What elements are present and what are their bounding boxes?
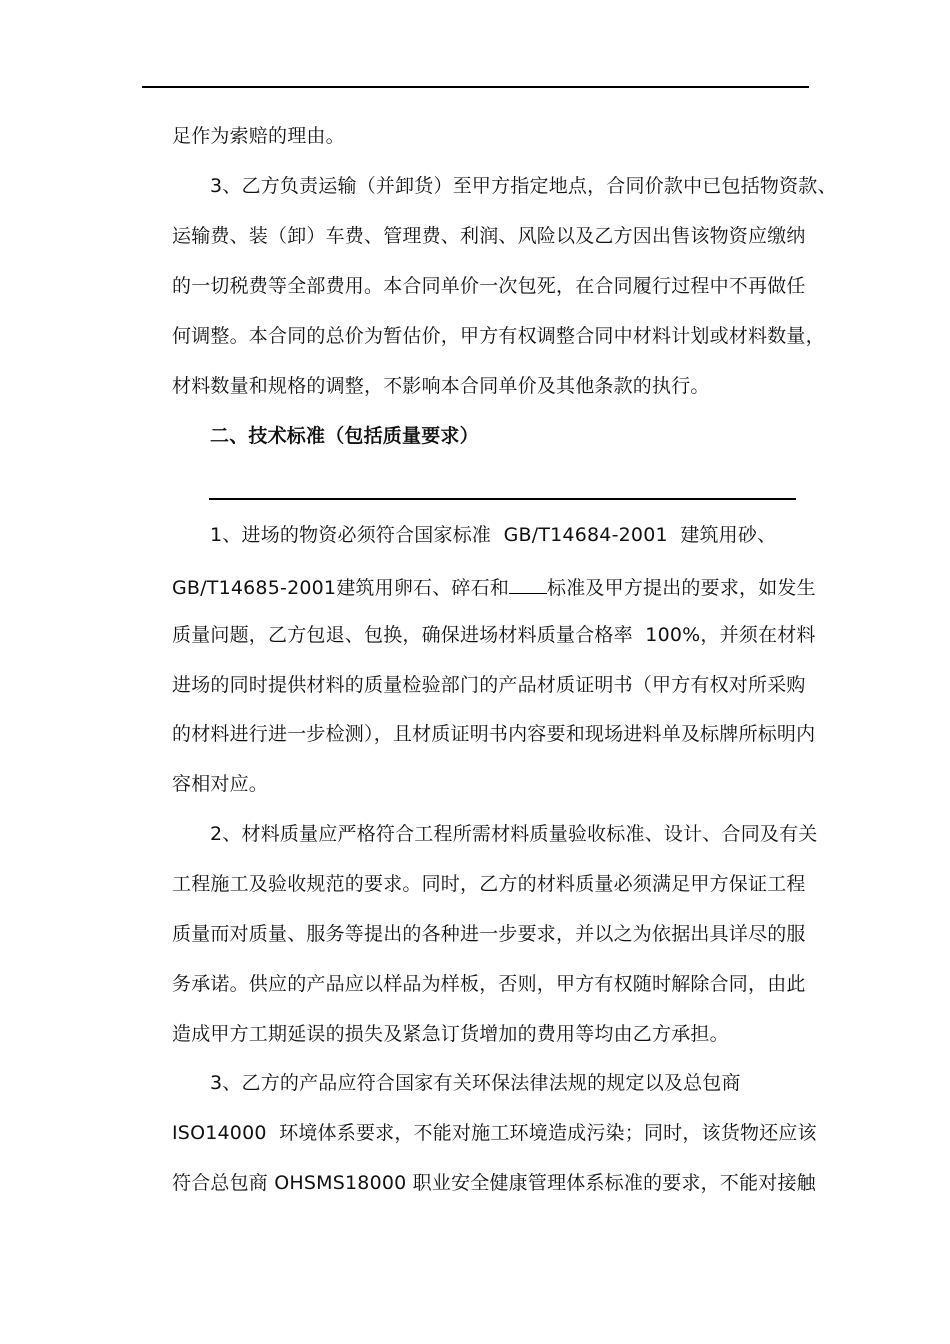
paragraph-line: 材料数量和规格的调整，不影响本合同单价及其他条款的执行。 (172, 375, 710, 397)
paragraph-line-with-blank (172, 573, 816, 600)
fill-in-blank (509, 573, 547, 594)
paragraph-line: 3、乙方的产品应符合国家有关环保法律法规的规定以及总包商 (210, 1072, 741, 1094)
paragraph-line: 符合总包商 OHSMS18000 职业安全健康管理体系标准的要求，不能对接触 (172, 1172, 816, 1194)
paragraph-line: 造成甲方工期延误的损失及紧急订货增加的费用等均由乙方承担。 (172, 1023, 729, 1045)
paragraph-line: 质量问题，乙方包退、包换，确保进场材料质量合格率 100%，并须在材料 (172, 624, 816, 646)
paragraph-text: GB/T14685-2001建筑用卵石、碎石和 (172, 577, 510, 599)
paragraph-line: 3、乙方负责运输（并卸货）至甲方指定地点，合同价款中已包括物资款、 (210, 175, 837, 197)
section-heading: 二、技术标准（包括质量要求） (210, 425, 479, 447)
header-rule (142, 86, 809, 88)
paragraph-line: 工程施工及验收规范的要求。同时，乙方的材料质量必须满足甲方保证工程 (172, 873, 806, 895)
paragraph-line: 2、材料质量应严格符合工程所需材料质量验收标准、设计、合同及有关 (210, 823, 818, 845)
paragraph-line: 进场的同时提供材料的质量检验部门的产品材质证明书（甲方有权对所采购 (172, 674, 806, 696)
paragraph-line: 足作为索赔的理由。 (172, 125, 345, 147)
paragraph-line: 1、进场的物资必须符合国家标准 GB/T14684-2001 建筑用砂、 (210, 524, 777, 546)
paragraph-line: 务承诺。供应的产品应以样品为样板，否则，甲方有权随时解除合同，由此 (172, 973, 806, 995)
paragraph-line: ISO14000 环境体系要求，不能对施工环境造成污染；同时，该货物还应该 (172, 1122, 817, 1144)
section-rule (209, 498, 796, 500)
paragraph-line: 的一切税费等全部费用。本合同单价一次包死，在合同履行过程中不再做任 (172, 275, 806, 297)
paragraph-text: 标准及甲方提出的要求，如发生 (547, 577, 816, 599)
paragraph-line: 的材料进行进一步检测），且材质证明书内容要和现场进料单及标牌所标明内 (172, 723, 816, 745)
paragraph-line: 何调整。本合同的总价为暂估价，甲方有权调整合同中材料计划或材料数量， (172, 325, 825, 347)
paragraph-line: 运输费、装（卸）车费、管理费、利润、风险以及乙方因出售该物资应缴纳 (172, 225, 806, 247)
paragraph-line: 容相对应。 (172, 773, 269, 795)
paragraph-line: 质量而对质量、服务等提出的各种进一步要求，并以之为依据出具详尽的服 (172, 923, 806, 945)
